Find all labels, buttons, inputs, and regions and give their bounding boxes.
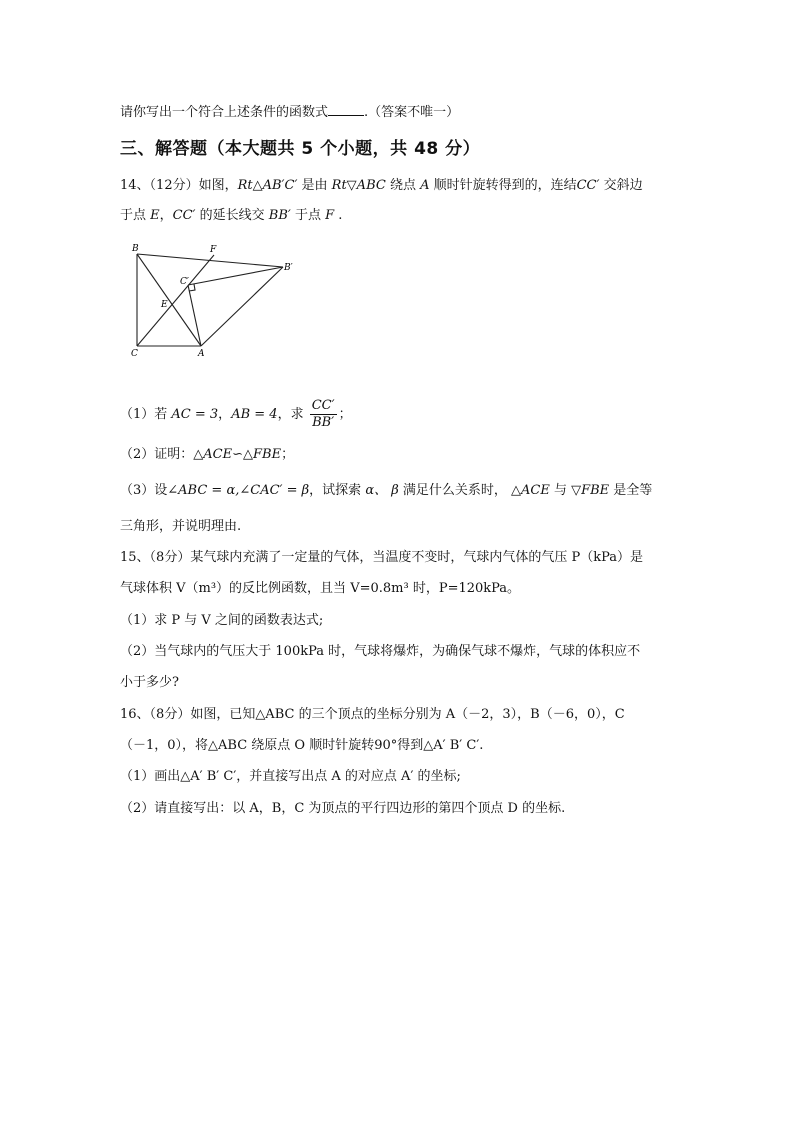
math: A bbox=[420, 178, 430, 193]
text: 交斜边 bbox=[599, 178, 643, 193]
label-C: C bbox=[131, 349, 138, 359]
text: . bbox=[334, 208, 343, 223]
text: （2）证明： bbox=[120, 447, 194, 462]
fraction bbox=[310, 398, 337, 431]
segment-CF bbox=[137, 255, 214, 346]
text: 14、（12分）如图， bbox=[120, 178, 238, 193]
segment-BpA bbox=[201, 267, 283, 346]
q14-line-2 bbox=[120, 207, 342, 225]
label-Bprime: B′ bbox=[284, 263, 293, 273]
text: ，试探索 bbox=[309, 483, 366, 498]
q14-line-1 bbox=[120, 177, 643, 195]
text: 与 bbox=[549, 483, 572, 498]
text: ， bbox=[159, 208, 173, 223]
q15-part-1: （1）求 P 与 V 之间的函数表达式; bbox=[120, 613, 324, 628]
text: 绕点 bbox=[385, 178, 421, 193]
q16-line-2: （－1，0），将△ABC 绕原点 O 顺时针旋转90°得到△A′ B′ C′. bbox=[120, 738, 484, 753]
q16-part-2: （2）请直接写出：以 A，B，C 为顶点的平行四边形的第四个顶点 D 的坐标. bbox=[120, 801, 566, 816]
math: ▽FBE bbox=[571, 483, 610, 498]
text: （1）若 bbox=[120, 407, 172, 422]
q15-line-5: 小于多少? bbox=[120, 675, 179, 690]
math: △ACE bbox=[511, 483, 550, 498]
math: Rt▽ABC bbox=[331, 178, 386, 193]
line-function-answer bbox=[120, 103, 459, 122]
text: 顺时针旋转得到的，连结 bbox=[429, 178, 577, 193]
q15-part-2: （2）当气球内的气压大于 100kPa 时，气球将爆炸，为确保气球不爆炸，气球的体积应不 bbox=[120, 644, 641, 659]
q14-part-3-cont: 三角形，并说明理由. bbox=[120, 519, 242, 534]
math: △ACE∽△FBE bbox=[193, 447, 282, 462]
text: 的延长线交 bbox=[195, 208, 269, 223]
fraction-numerator: CC′ bbox=[311, 398, 335, 413]
text: ； bbox=[338, 407, 352, 422]
q15-line-1: 15、（8分）某气球内充满了一定量的气体，当温度不变时，气球内气体的气压 P（kPa）是 bbox=[120, 550, 643, 565]
text: 是由 bbox=[297, 178, 332, 193]
math: CC′ bbox=[576, 178, 600, 193]
label-B: B bbox=[132, 244, 139, 254]
math: F bbox=[325, 208, 335, 223]
answer-blank[interactable] bbox=[328, 103, 364, 116]
text: .（答案不唯一） bbox=[364, 105, 460, 120]
text: ， bbox=[218, 407, 232, 422]
text: ，求 bbox=[277, 407, 308, 422]
q15-line-2: 气球体积 V（m³）的反比例函数，且当 V=0.8m³ 时，P=120kPa。 bbox=[120, 581, 521, 596]
math: AC = 3 bbox=[171, 407, 219, 422]
fraction-denominator: BB′ bbox=[312, 415, 335, 430]
math: α、 β bbox=[365, 483, 399, 498]
q14-part-1 bbox=[120, 398, 352, 431]
q16-part-1: （1）画出△A′ B′ C′，并直接写出点 A 的对应点 A′ 的坐标; bbox=[120, 769, 461, 784]
text: 是全等 bbox=[609, 483, 653, 498]
math: E bbox=[150, 208, 160, 223]
text: （3）设 bbox=[120, 483, 168, 498]
math: AB = 4 bbox=[231, 407, 278, 422]
q14-part-2 bbox=[120, 446, 294, 464]
label-F: F bbox=[210, 245, 217, 255]
label-A: A bbox=[198, 349, 205, 359]
text: 于点 bbox=[120, 208, 151, 223]
label-Cprime: C′ bbox=[180, 277, 189, 287]
text: 请你写出一个符合上述条件的函数式 bbox=[120, 105, 329, 120]
math: ∠ABC = α,∠CAC′ = β bbox=[167, 483, 310, 498]
text: ； bbox=[281, 447, 295, 462]
math: BB′ bbox=[268, 208, 291, 223]
q14-figure bbox=[126, 240, 306, 360]
text: 于点 bbox=[290, 208, 326, 223]
section-title: 三、解答题（本大题共 5 个小题，共 48 分） bbox=[120, 139, 481, 159]
math: Rt△AB′C′ bbox=[237, 178, 298, 193]
text: 满足什么关系时， bbox=[398, 483, 512, 498]
label-E: E bbox=[161, 300, 168, 310]
q14-part-3 bbox=[120, 482, 652, 500]
math: CC′ bbox=[172, 208, 196, 223]
q16-line-1: 16、（8分）如图，已知△ABC 的三个顶点的坐标分别为 A（－2，3），B（－6，0），C bbox=[120, 707, 625, 722]
